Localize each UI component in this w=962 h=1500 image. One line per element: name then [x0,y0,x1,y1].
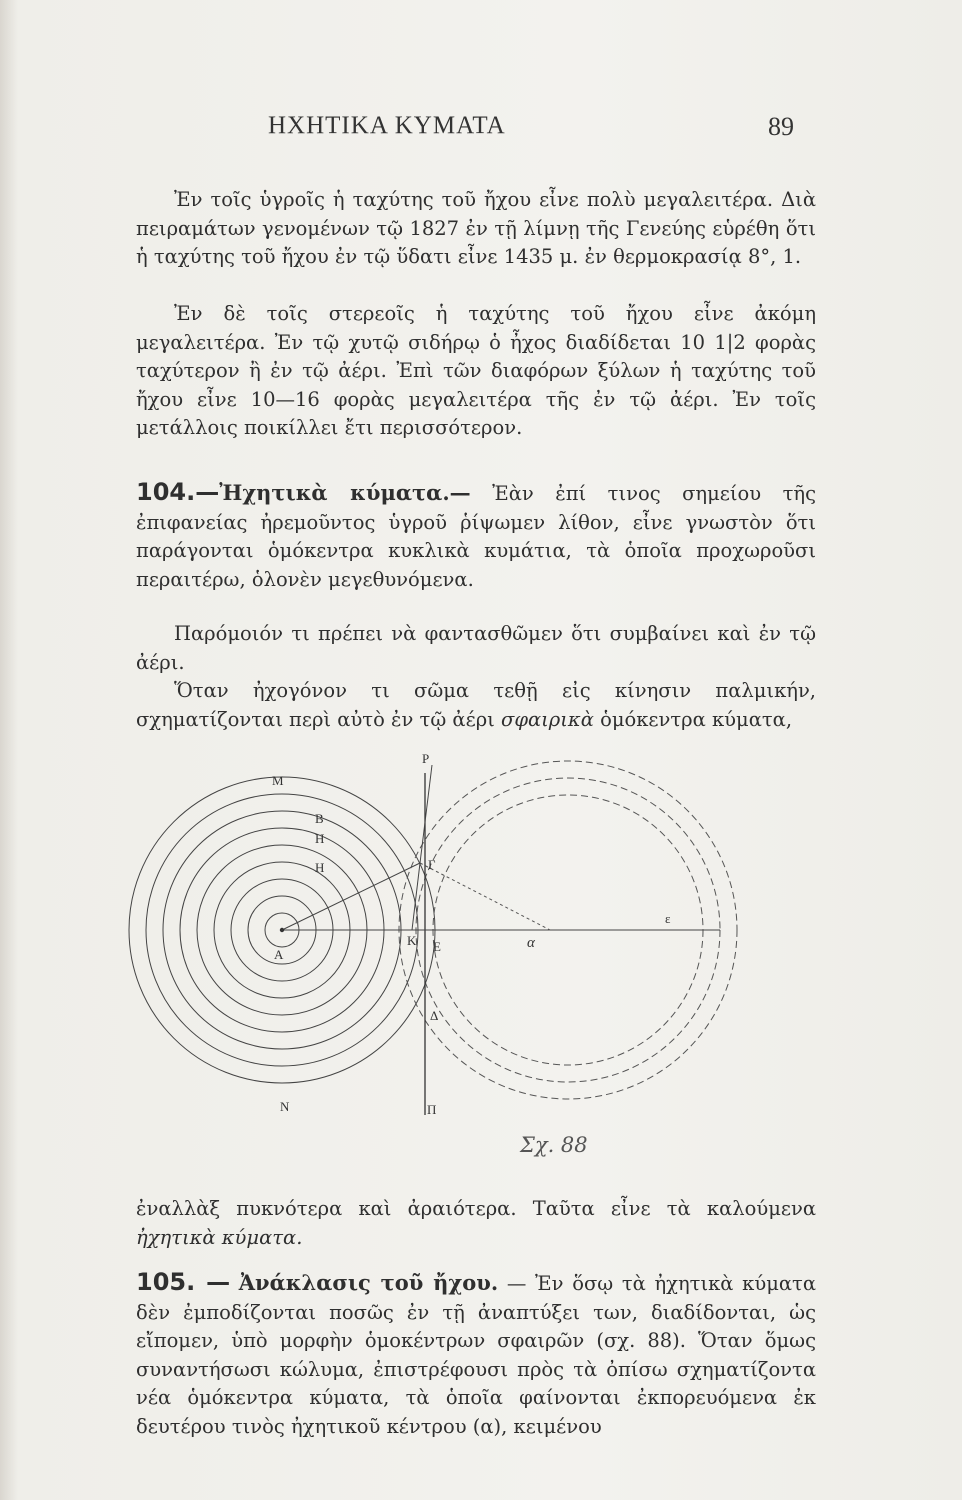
label-delta: Δ [430,1008,439,1023]
label-b: B [315,811,324,826]
paragraph-acoustic-start: ἐναλλὰξ πυκνότερα καὶ ἀραιότερα. Ταῦτα εἶνε τὰ καλούμενα [136,1197,816,1220]
label-e: E [433,939,441,954]
label-n: N [280,1099,290,1114]
label-h: H [315,831,325,846]
paragraph-solids: Ἐν δὲ τοῖς στερεοῖς ἡ ταχύτης τοῦ ἤχου εἶνε ἀκόμη μεγαλειτέρα. Ἐν τῷ χυτῷ σιδήρῳ ὁ ἦχος διαδίδεται 10 1|2 φορὰς ταχύτερον ἢ ἐν τῷ ἀέρι. Ἐπὶ τῶν διαφόρων ξύλων ἡ ταχύτης τοῦ ἤχου εἶνε 10—16 φορὰς μεγαλειτέρα τῆς ἐν τῷ ἀέρι. Ἐν τοῖς μετάλλοις ποικίλλει ἔτι περισσότερον. [136,302,816,439]
section-104-text: Ἐὰν ἐπί τινος σημείου τῆς ἐπιφανείας ἠρεμοῦντος ὑγροῦ ῥίψωμεν λίθον, εἶνε γνωστὸν ὅτι παράγονται ὁμόκεντρα κυκλικὰ κυμάτια, τὰ ὁποῖα προχωροῦσι περαιτέρω, ὁλονὲν μεγεθυνόμενα. [136,482,816,591]
label-m: M [272,773,284,788]
paragraph-liquids: Ἐν τοῖς ὑγροῖς ἡ ταχύτης τοῦ ἤχου εἶνε πολὺ μεγαλειτέρα. Διὰ πειραμάτων γενομένων τῷ 1827 ἐν τῇ λίμνῃ τῆς Γενεύης εὑρέθη ὅτι ἡ ταχύτης τοῦ ἤχου ἐν τῷ ὕδατι εἶνε 1435 μ. ἐν θερμοκρασίᾳ 8°, 1. [136,188,816,268]
figure-88 [120,745,840,1130]
wave-diagram [120,745,840,1130]
page-number: 89 [768,112,794,141]
page-header [0,112,962,152]
source-point-a [280,928,284,932]
running-title: ΗΧΗΤΙΚΑ ΚΥΜΑΤΑ [268,112,506,139]
section-104-title: Ἠχητικὰ κύματα.— [219,480,471,505]
paragraph-acoustic-waves [136,1195,816,1252]
label-epsilon: ε [665,911,671,926]
label-h2: H [315,860,325,875]
figure-caption: Σχ. 88 [520,1133,588,1157]
label-pi: Π [427,1102,437,1117]
section-104-number: 104.— [136,478,220,506]
label-k: K [407,933,417,948]
label-alpha: α [527,935,535,951]
paragraph-air: Παρόμοιόν τι πρέπει νὰ φαντασθῶμεν ὅτι συμβαίνει καὶ ἐν τῷ ἀέρι. [136,622,816,674]
paragraph-acoustic-emphasis: ἠχητικὰ κύματα. [136,1225,303,1249]
label-a: A [274,947,284,962]
label-p: P [422,751,430,766]
reflected-ray [420,863,550,930]
paragraph-spherical-start: Ὅταν ἠχογόνον τι σῶμα τεθῇ εἰς κίνησιν παλμικήν, σχηματίζονται περὶ αὐτὸ ἐν τῷ ἀέρι [136,679,816,731]
section-105-text: — Ἐν ὅσῳ τὰ ἠχητικὰ κύματα δὲν ἐμποδίζονται ποσῶς ἐν τῇ ἀναπτύξει των, διαδίδονται, ὡς εἴπομεν, ὑπὸ μορφὴν ὁμοκέντρων σφαιρῶν (σχ. 88). Ὅταν ὅμως συναντήσωσι κώλυμα, ἐπιστρέφουσι πρὸς τὰ ὀπίσω σχηματίζοντα νέα ὁμόκεντρα κύματα, τὰ ὁποῖα φαίνονται ἐκπορευόμενα ἐκ δευτέρου τινὸς ἠχητικοῦ κέντρου (α), κειμένου [136,1272,816,1438]
paragraph-spherical [136,677,816,734]
section-105-number: 105. — [136,1268,231,1296]
section-105 [136,1268,816,1441]
label-gamma: Γ [428,857,436,872]
section-104 [136,478,816,594]
section-105-title: Ἀνάκλασις τοῦ ἤχου. [238,1270,499,1295]
paragraph-spherical-end: ὁμόκεντρα κύματα, [593,707,793,731]
ray-to-p [420,765,432,863]
paragraph-spherical-emphasis: σφαιρικὰ [501,707,594,731]
